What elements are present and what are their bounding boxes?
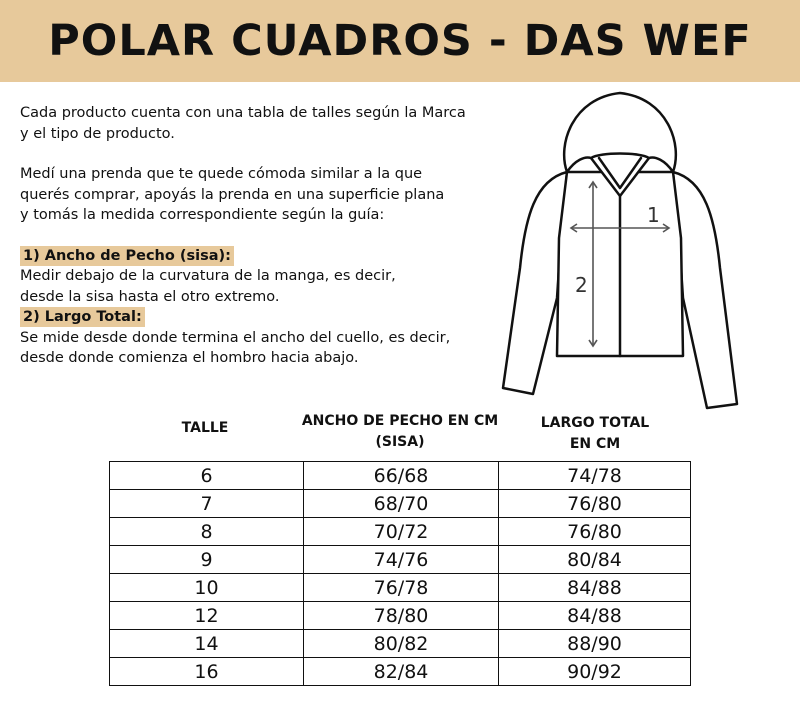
- header-largo: LARGO TOTAL EN CM: [540, 415, 650, 452]
- measure-desc: desde donde comienza el hombro hacia abajo.: [20, 350, 359, 366]
- cell-talle: 16: [110, 658, 304, 686]
- header-ancho: ANCHO DE PECHO EN CM (SISA): [301, 413, 499, 450]
- measure-desc: Se mide desde donde termina el ancho del cuello, es decir,: [20, 329, 451, 346]
- header-banner: [0, 0, 800, 82]
- measure-desc: Medir debajo de la curvatura de la manga, es decir,: [20, 268, 396, 284]
- table-row: [110, 490, 691, 518]
- table-row: [110, 658, 691, 686]
- cell-talle: 7: [110, 490, 304, 518]
- table-row: [110, 574, 691, 602]
- cell-talle: 14: [110, 630, 304, 658]
- intro-line: y el tipo de producto.: [20, 125, 175, 142]
- measure-label-chest: 1) Ancho de Pecho (sisa):: [20, 246, 234, 266]
- measure-2-label: 2: [575, 273, 588, 297]
- cell-largo: 76/80: [499, 490, 691, 518]
- cell-ancho: 66/68: [304, 462, 499, 490]
- hoodie-diagram: [495, 88, 745, 413]
- measure-label-length: 2) Largo Total:: [20, 307, 145, 327]
- intro-line: querés comprar, apoyás la prenda en una superficie plana: [20, 186, 445, 203]
- size-table: [109, 461, 691, 686]
- table-row: [110, 462, 691, 490]
- table-row: [110, 630, 691, 658]
- table-row: [110, 518, 691, 546]
- cell-talle: 6: [110, 462, 304, 490]
- intro-line: Medí una prenda que te quede cómoda similar a la que: [20, 166, 423, 182]
- cell-ancho: 78/80: [304, 602, 499, 630]
- intro-text: [20, 103, 490, 369]
- cell-talle: 9: [110, 546, 304, 574]
- cell-talle: 12: [110, 602, 304, 630]
- cell-largo: 80/84: [499, 546, 691, 574]
- cell-largo: 88/90: [499, 630, 691, 658]
- measure-desc: desde la sisa hasta el otro extremo.: [20, 288, 280, 305]
- cell-ancho: 76/78: [304, 574, 499, 602]
- header-talle: TALLE: [181, 420, 229, 436]
- cell-ancho: 80/82: [304, 630, 499, 658]
- cell-largo: 90/92: [499, 658, 691, 686]
- cell-talle: 8: [110, 518, 304, 546]
- page-title: POLAR CUADROS - DAS WEF: [48, 16, 752, 66]
- cell-ancho: 68/70: [304, 490, 499, 518]
- cell-ancho: 70/72: [304, 518, 499, 546]
- intro-line: y tomás la medida correspondiente según la guía:: [20, 207, 385, 223]
- cell-ancho: 82/84: [304, 658, 499, 686]
- cell-ancho: 74/76: [304, 546, 499, 574]
- cell-largo: 84/88: [499, 602, 691, 630]
- cell-largo: 84/88: [499, 574, 691, 602]
- intro-line: Cada producto cuenta con una tabla de talles según la Marca: [20, 105, 466, 121]
- table-row: [110, 546, 691, 574]
- cell-largo: 74/78: [499, 462, 691, 490]
- cell-largo: 76/80: [499, 518, 691, 546]
- table-row: [110, 602, 691, 630]
- measure-1-label: 1: [647, 203, 660, 227]
- cell-talle: 10: [110, 574, 304, 602]
